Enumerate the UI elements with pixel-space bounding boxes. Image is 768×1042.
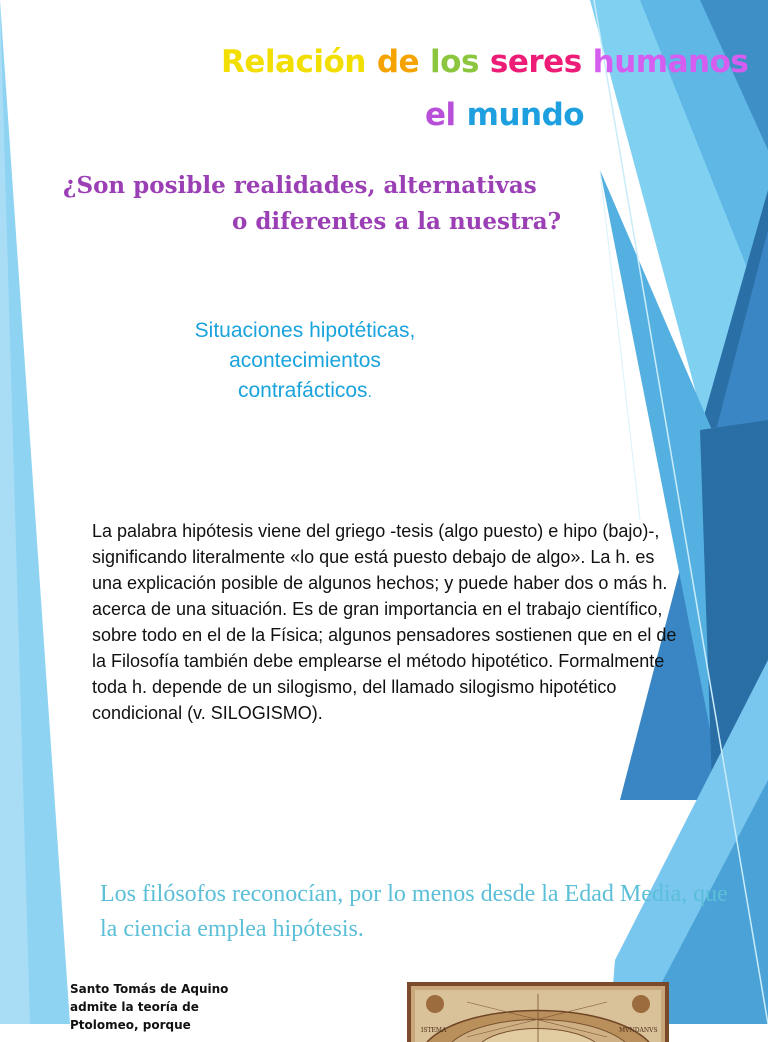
situations-period: . [367, 384, 372, 401]
title-word: el [425, 97, 456, 133]
title-word: los [430, 44, 479, 80]
title-word: humanos [592, 44, 749, 80]
situations-line-text: contrafácticos [237, 379, 368, 402]
question-line-2: o diferentes a la nuestra? [232, 208, 562, 235]
situations-line: Situaciones hipotéticas, [194, 319, 416, 342]
map-label-left: ISTEMA [421, 1027, 447, 1034]
note-line: admite la teoría de [70, 1000, 199, 1014]
map-label-right: MVNDANVS [619, 1027, 658, 1034]
question-line-1: ¿Son posible realidades, alternativas [63, 172, 537, 199]
hypothesis-definition: La palabra hipótesis viene del griego -tesis (algo puesto) e hipo (bajo)-, significando literalmente «lo que está puesto debajo de algo». La h. es una explicación posible de algunos hechos; y puede haber dos o más h. acerca de una situación. Es de gran importancia en el trabajo científico, sobre todo en el de la Física; algunos pensadores sostienen que en el de la Filosofía también debe emplearse el método hipotético. Formalmente toda h. depende de un silogismo, del llamado silogismo hipotético condicional (v. SILOGISMO). [92, 521, 677, 723]
situations-line: acontecimientos [229, 349, 381, 372]
thomas-aquinas-note [70, 980, 250, 1034]
note-line: Santo Tomás de Aquino [70, 982, 229, 996]
title-word: Relación [221, 44, 366, 80]
title-word: mundo [466, 97, 585, 133]
title-word: de [376, 44, 420, 80]
medieval-statement: Los filósofos reconocían, por lo menos desde la Edad Media, que la ciencia emplea hipótesis. [100, 881, 728, 942]
title-word: seres [489, 44, 582, 80]
situations-line [140, 376, 470, 408]
ptolemaic-map-image [407, 982, 669, 1042]
title-line-2 [425, 97, 595, 133]
situations-heading [140, 316, 470, 408]
note-line: Ptolomeo, porque [70, 1018, 191, 1032]
title-line-1 [221, 44, 759, 80]
